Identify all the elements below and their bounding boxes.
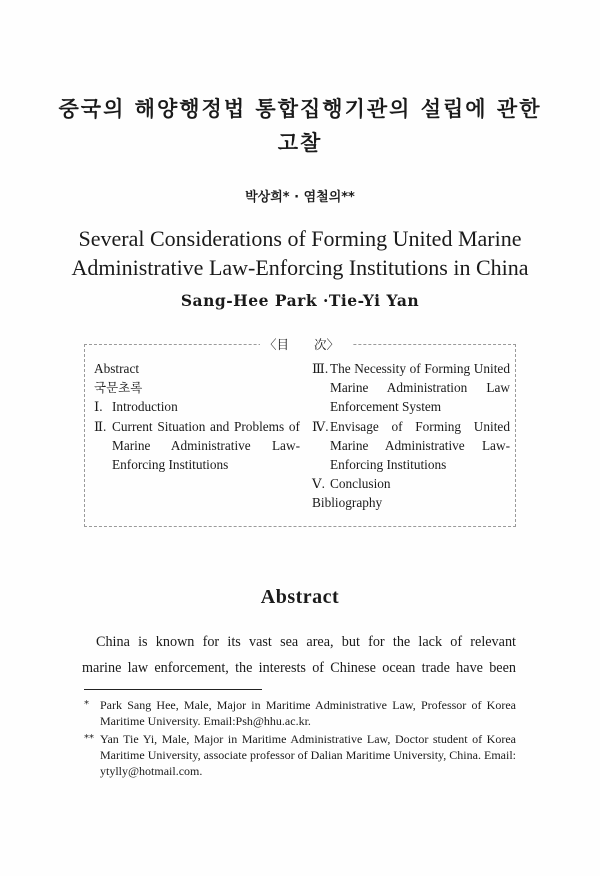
korean-title bbox=[0, 92, 600, 160]
korean-authors: 박상희* · 염철의** bbox=[245, 190, 355, 205]
table-of-contents-heading bbox=[260, 335, 352, 350]
english-authors: Sang-Hee Park ·Tie-Yi Yan bbox=[180, 291, 420, 310]
toc-item-number: Ⅲ. bbox=[312, 361, 329, 376]
toc-item-number: Ⅴ. bbox=[312, 476, 325, 492]
abstract-line-2: marine law enforcement, the interests of Chinese ocean trade have been bbox=[82, 660, 516, 676]
abstract-body bbox=[82, 629, 516, 681]
footnote-author-2 bbox=[84, 731, 516, 779]
toc-item[interactable] bbox=[312, 417, 510, 475]
footnote-mark: ** bbox=[84, 733, 94, 744]
english-title bbox=[0, 224, 600, 282]
toc-item[interactable] bbox=[94, 359, 300, 378]
footnotes bbox=[84, 697, 516, 781]
toc-item-number: Ⅳ. bbox=[312, 418, 329, 434]
toc-item-label: Abstract bbox=[94, 361, 140, 376]
toc-left-column bbox=[94, 359, 300, 474]
footnote-mark: * bbox=[84, 699, 89, 710]
toc-item-number: Ⅰ. bbox=[94, 399, 103, 415]
toc-item[interactable] bbox=[94, 378, 300, 397]
footnote-divider bbox=[84, 689, 262, 690]
toc-item-label: Envisage of Forming United Marine Administrative Law-Enforcing Institutions bbox=[330, 418, 510, 473]
toc-heading-left: 〈目 bbox=[264, 337, 290, 352]
toc-item[interactable] bbox=[312, 493, 510, 512]
toc-item[interactable] bbox=[312, 474, 510, 493]
footnote-text: Park Sang Hee, Male, Major in Maritime Administrative Law, Professor of Korea Maritime University. Email:Psh@hhu.ac.kr. bbox=[100, 698, 516, 728]
footnote-text: Yan Tie Yi, Male, Major in Maritime Administrative Law, Doctor student of Korea Maritime University, associate professor of Dalian Maritime University, China. Email: ytylly@hotmail.com. bbox=[100, 732, 516, 778]
korean-title-line-2: 고찰 bbox=[277, 130, 323, 155]
toc-item-label: The Necessity of Forming United Marine Administration Law Enforcement System bbox=[330, 361, 510, 415]
toc-item-label: Introduction bbox=[112, 399, 178, 415]
footnote-author-1 bbox=[84, 697, 516, 729]
toc-item-label: Bibliography bbox=[312, 495, 383, 511]
english-title-line-2: Administrative Law-Enforcing Institutions in China bbox=[71, 255, 529, 280]
abstract-line-1: China is known for its vast sea area, but for the lack of relevant bbox=[96, 634, 516, 650]
toc-item-label: Current Situation and Problems of Marine Administrative Law-Enforcing Institutions bbox=[112, 418, 300, 473]
korean-title-line-1: 중국의 해양행정법 통합집행기관의 설립에 관한 bbox=[58, 96, 542, 121]
toc-item[interactable] bbox=[94, 397, 300, 416]
toc-item-number: Ⅱ. bbox=[94, 418, 107, 434]
toc-item[interactable] bbox=[94, 417, 300, 475]
toc-item[interactable] bbox=[312, 359, 510, 417]
english-title-line-1: Several Considerations of Forming United Marine bbox=[78, 226, 522, 251]
toc-item-label: 국문초록 bbox=[94, 380, 143, 396]
toc-heading-right: 次〉 bbox=[314, 337, 340, 352]
abstract-heading: Abstract bbox=[260, 586, 340, 608]
toc-right-column bbox=[312, 359, 510, 513]
toc-item-label: Conclusion bbox=[330, 476, 391, 492]
